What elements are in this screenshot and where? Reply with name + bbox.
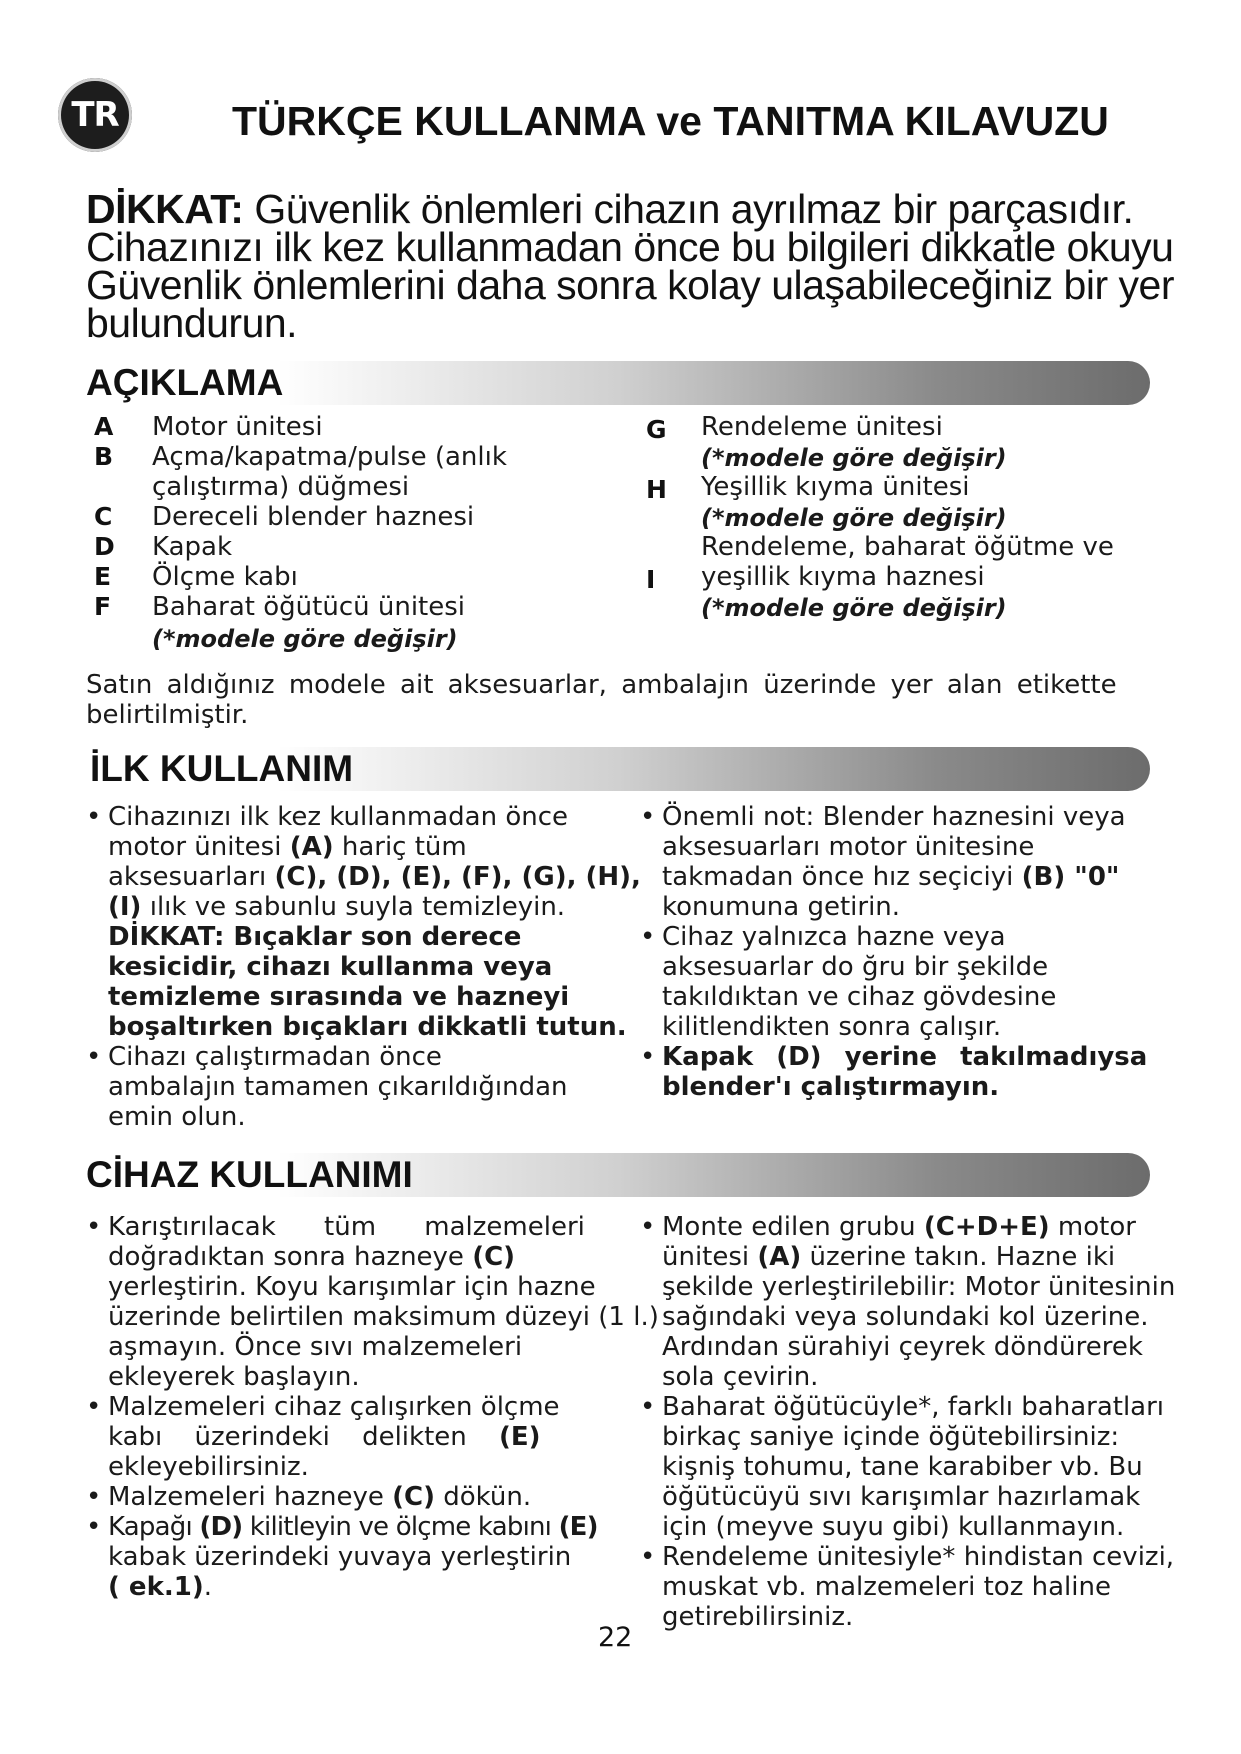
legend-letter-e: E bbox=[94, 562, 112, 591]
legend-note-h: (*modele göre değişir) bbox=[701, 504, 1007, 532]
warning-label: DİKKAT: bbox=[86, 186, 244, 232]
list-item: • Kapak (D) yerine takılmadıysa blender'ı çalıştırmayın. bbox=[640, 1042, 1148, 1102]
legend-item-b-cont: çalıştırma) düğmesi bbox=[152, 472, 410, 502]
warning-text-1: Güvenlik önlemleri cihazın ayrılmaz bir parçasıdır. bbox=[243, 186, 1134, 232]
list-item: • Cihazınızı ilk kez kullanmadan önce motor ünitesi (A) hariç tüm aksesuarları (C), (D), (E), (F), (G), (H), (I) ılık ve sabunlu suyla temizleyin. DİKKAT: Bıçaklar son derece kesicidir, cihazı kullanma veya temizleme sırasında ve hazneyi boşaltırken bıçakları dikkatli tutun. bbox=[86, 802, 641, 1042]
legend-left bbox=[94, 412, 614, 662]
cihaz-kullanimi-left-column bbox=[86, 1212, 659, 1602]
list-item: • Önemli not: Blender haznesini veya aksesuarları motor ünitesine takmadan önce hız seçiciyi (B) "0" konumuna getirin. bbox=[640, 802, 1126, 922]
legend-right bbox=[646, 412, 1206, 632]
language-badge: TR bbox=[58, 78, 132, 152]
warning-line-2: Cihazınızı ilk kez kullanmadan önce bu bilgileri dikkatle okuyu bbox=[86, 224, 1174, 270]
list-item: • Cihazı çalıştırmadan önce ambalajın tamamen çıkarıldığından emin olun. bbox=[86, 1042, 568, 1132]
list-item: • Monte edilen grubu (C+D+E) motor ünitesi (A) üzerine takın. Hazne iki şekilde yerleştirilebilir: Motor ünitesinin sağındaki veya solundaki kol üzerine. Ardından sürahiyi çeyrek döndürerek sola çevirin. bbox=[640, 1212, 1176, 1392]
section-title-cihaz-kullanimi: CİHAZ KULLANIMI bbox=[86, 1154, 413, 1195]
list-item: • Baharat öğütücüyle*, farklı baharatları birkaç saniye içinde öğütebilirsiniz: kişniş tohumu, tane karabiber vb. Bu öğütücüyü sıvı karışımlar hazırlamak için (meyve suyu gibi) kullanmayın. bbox=[640, 1392, 1165, 1542]
legend-note-f: (*modele göre değişir) bbox=[152, 625, 458, 653]
legend-letter-d: D bbox=[94, 532, 115, 561]
legend-note-i: (*modele göre değişir) bbox=[701, 594, 1007, 622]
legend-item-b: Açma/kapatma/pulse (anlık bbox=[152, 442, 507, 472]
legend-item-e: Ölçme kabı bbox=[152, 562, 298, 592]
cihaz-kullanimi-right-column bbox=[640, 1212, 1212, 1632]
legend-letter-c: C bbox=[94, 502, 113, 531]
legend-item-i: Rendeleme, baharat öğütme ve bbox=[701, 532, 1114, 562]
legend-item-h: Yeşillik kıyma ünitesi bbox=[701, 472, 970, 502]
ilk-kullanim-right-column bbox=[640, 802, 1182, 1102]
section-title-ilk-kullanim: İLK KULLANIM bbox=[90, 748, 354, 789]
legend-item-g: Rendeleme ünitesi bbox=[701, 412, 943, 442]
list-item: • Kapağı (D) kilitleyin ve ölçme kabını (E) kabak üzerindeki yuvaya yerleştirin ( ek.1). bbox=[86, 1512, 598, 1602]
legend-item-a: Motor ünitesi bbox=[152, 412, 323, 442]
section-title-aciklama: AÇIKLAMA bbox=[86, 362, 284, 403]
legend-letter-f: F bbox=[94, 592, 112, 621]
list-item: • Cihaz yalnızca hazne veya aksesuarlar do ğru bir şekilde takıldıktan ve cihaz gövdesine kilitlendikten sonra çalışır. bbox=[640, 922, 1057, 1042]
legend-letter-b: B bbox=[94, 442, 114, 471]
legend-letter-g: G bbox=[646, 415, 667, 444]
legend-letter-h: H bbox=[646, 475, 667, 504]
legend-item-d: Kapak bbox=[152, 532, 233, 562]
safety-warning bbox=[86, 186, 1216, 346]
document-title: TÜRKÇE KULLANMA ve TANITMA KILAVUZU bbox=[232, 98, 1109, 144]
warning-line-4: bulundurun. bbox=[86, 300, 298, 346]
warning-line-3: Güvenlik önlemlerini daha sonra kolay ulaşabileceğiniz bir yer bbox=[86, 262, 1174, 308]
list-item: • Rendeleme ünitesiyle* hindistan cevizi, muskat vb. malzemeleri toz haline getirebilirsiniz. bbox=[640, 1542, 1175, 1632]
list-item: • Karıştırılacak tüm malzemeleri doğradıktan sonra hazneye (C) yerleştirin. Koyu karışımlar için hazne üzerinde belirtilen maksimum düzeyi (1 l.) aşmayın. Önce sıvı malzemeleri ekleyerek başlayın. bbox=[86, 1212, 659, 1392]
list-item: • Malzemeleri cihaz çalışırken ölçme kabı üzerindeki delikten (E) ekleyebilirsiniz. bbox=[86, 1392, 560, 1482]
warning-line-1 bbox=[86, 186, 1216, 232]
page-number: 22 bbox=[598, 1622, 633, 1653]
ilk-kullanim-left-column bbox=[86, 802, 641, 1132]
legend-letter-i: I bbox=[646, 565, 656, 594]
legend-item-c: Dereceli blender haznesi bbox=[152, 502, 475, 532]
list-item: • Malzemeleri hazneye (C) dökün. bbox=[86, 1482, 532, 1512]
legend-letter-a: A bbox=[94, 412, 114, 441]
legend-note-g: (*modele göre değişir) bbox=[701, 444, 1007, 472]
caution-text: DİKKAT: Bıçaklar son derece bbox=[108, 922, 522, 952]
accessories-note: Satın aldığınız modele ait aksesuarlar, ambalajın üzerinde yer alan etikette belirtilmiştir. bbox=[86, 670, 1117, 730]
legend-item-f: Baharat öğütücü ünitesi bbox=[152, 592, 466, 622]
legend-item-i-cont: yeşillik kıyma haznesi bbox=[701, 562, 985, 592]
